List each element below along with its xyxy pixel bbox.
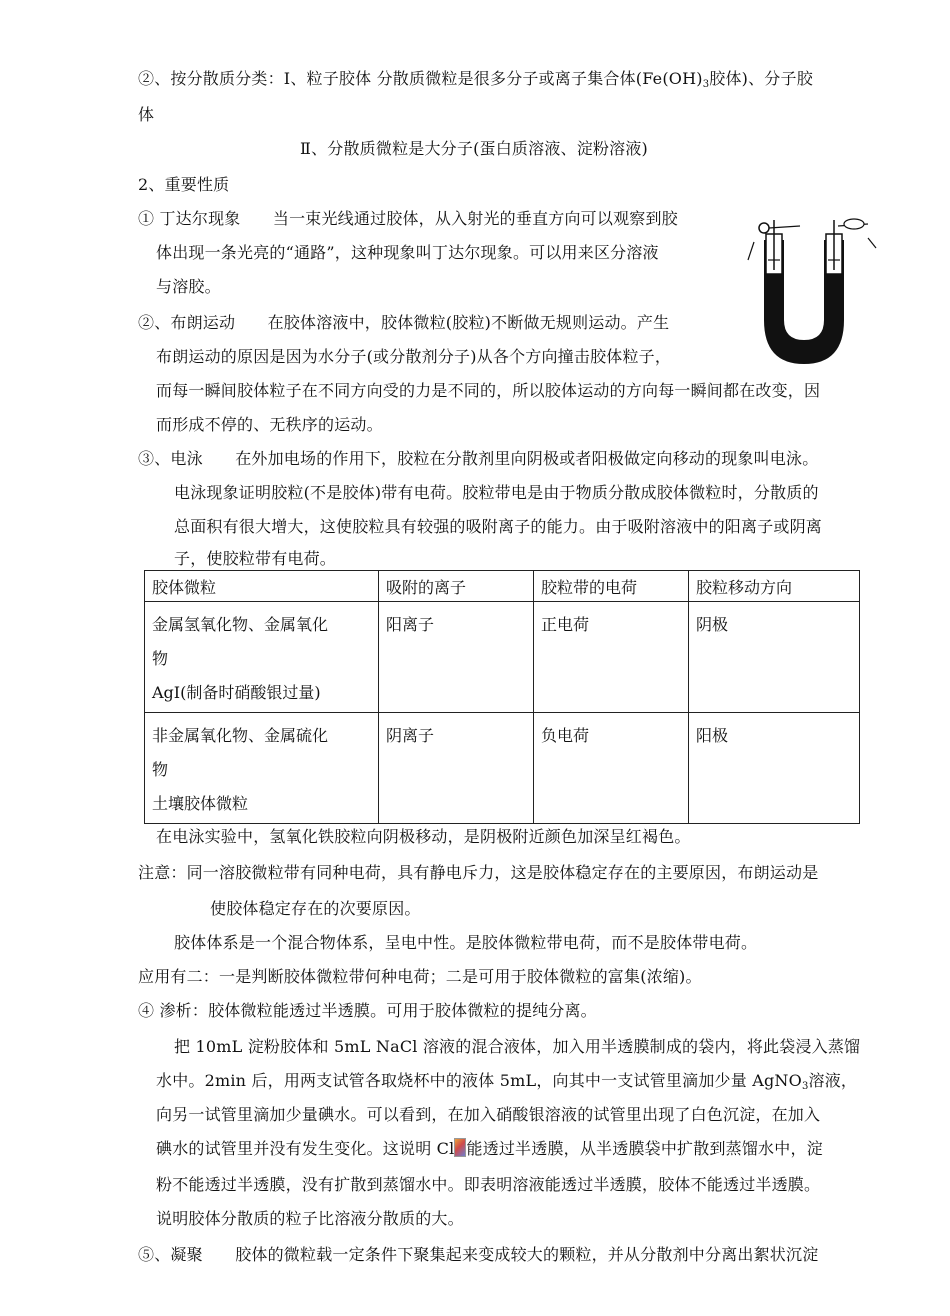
dialysis-text: 溶液，	[808, 1071, 858, 1090]
classify-line-1	[138, 68, 813, 96]
table-row	[145, 602, 860, 713]
tyndall-line-2: 体出现一条光亮的“通路”，这种现象叫丁达尔现象。可以用来区分溶液	[156, 243, 659, 262]
dialysis-line-7: 说明胶体分散质的粒子比溶液分散质的大。	[156, 1209, 464, 1228]
classify-line-2: 体	[138, 105, 155, 124]
cell-text: 金属氢氧化物、金属氧化	[152, 615, 329, 634]
application-line: 应用有二：一是判断胶体微粒带何种电荷；二是可用于胶体微粒的富集(浓缩)。	[138, 967, 702, 986]
subscript: 3	[702, 79, 710, 90]
table-header-row	[145, 571, 860, 602]
ion-charge-image-icon	[454, 1138, 466, 1157]
cell-adsorbed-ion: 阴离子	[379, 713, 534, 824]
brownian-line-2: 布朗运动的原因是因为水分子(或分散剂分子)从各个方向撞击胶体粒子，	[156, 347, 672, 366]
cell-text: 物	[152, 649, 169, 668]
cell-particle	[145, 602, 379, 713]
dialysis-text: 碘水的试管里并没有发生变化。这说明 Cl	[156, 1139, 455, 1158]
dialysis-text: 水中。2min 后，用两支试管各取烧杯中的液体 5mL，向其中一支试管里滴加少量 AgNO	[156, 1071, 802, 1090]
cell-text: 土壤胶体微粒	[152, 794, 249, 813]
colloid-table	[144, 570, 860, 824]
header-direction: 胶粒移动方向	[689, 571, 860, 602]
dialysis-line-1: ④ 渗析：胶体微粒能透过半透膜。可用于胶体微粒的提纯分离。	[138, 1001, 597, 1020]
tyndall-line-3: 与溶胶。	[156, 277, 221, 296]
cell-text: 物	[152, 760, 169, 779]
classify-text: ②、按分散质分类：Ⅰ、粒子胶体 分散质微粒是很多分子或离子集合体(Fe(OH)	[138, 69, 703, 88]
classify-line-3: Ⅱ、分散质微粒是大分子(蛋白质溶液、淀粉溶液)	[300, 139, 648, 158]
u-tube-electrophoresis-icon	[742, 212, 882, 372]
dialysis-line-6: 粉不能透过半透膜，没有扩散到蒸馏水中。即表明溶液能透过半透膜，胶体不能透过半透膜。	[156, 1175, 821, 1194]
dialysis-line-4: 向另一试管里滴加少量碘水。可以看到，在加入硝酸银溶液的试管里出现了白色沉淀，在加入	[156, 1105, 821, 1124]
header-particle: 胶体微粒	[145, 571, 379, 602]
header-charge: 胶粒带的电荷	[534, 571, 689, 602]
dialysis-text: 能透过半透膜，从半透膜袋中扩散到蒸馏水中，淀	[466, 1139, 823, 1158]
cell-charge: 正电荷	[534, 602, 689, 713]
electrophoresis-line-2: 电泳现象证明胶粒(不是胶体)带有电荷。胶粒带电是由于物质分散成胶体微粒时，分散质的	[174, 483, 819, 502]
section-title: 2、重要性质	[138, 175, 230, 194]
neutral-line: 胶体体系是一个混合物体系，呈电中性。是胶体微粒带电荷，而不是胶体带电荷。	[174, 933, 758, 952]
header-adsorbed-ion: 吸附的离子	[379, 571, 534, 602]
brownian-line-4: 而形成不停的、无秩序的运动。	[156, 415, 383, 434]
cell-charge: 负电荷	[534, 713, 689, 824]
note-line-2: 使胶体稳定存在的次要原因。	[210, 899, 421, 918]
dialysis-line-5	[156, 1138, 823, 1160]
cell-adsorbed-ion: 阳离子	[379, 602, 534, 713]
subscript: 3	[801, 1081, 809, 1092]
dialysis-line-2: 把 10mL 淀粉胶体和 5mL NaCl 溶液的混合液体，加入用半透膜制成的袋内，将此袋浸入蒸馏	[174, 1037, 861, 1056]
dialysis-line-3	[156, 1070, 857, 1098]
electrophoresis-line-4: 子，使胶粒带有电荷。	[174, 549, 337, 568]
after-table-line-1: 在电泳实验中，氢氧化铁胶粒向阴极移动，是阴极附近颜色加深呈红褐色。	[156, 827, 691, 846]
note-line-1: 注意：同一溶胶微粒带有同种电荷，具有静电斥力，这是胶体稳定存在的主要原因，布朗运动是	[138, 863, 819, 882]
coagulation-line-1: ⑤、凝聚 胶体的微粒载一定条件下聚集起来变成较大的颗粒，并从分散剂中分离出絮状沉淀	[138, 1245, 819, 1264]
cell-text: 非金属氧化物、金属硫化	[152, 726, 329, 745]
electrophoresis-line-3: 总面积有很大增大，这使胶粒具有较强的吸附离子的能力。由于吸附溶液中的阳离子或阴离	[174, 517, 823, 536]
tyndall-line-1: ① 丁达尔现象 当一束光线通过胶体，从入射光的垂直方向可以观察到胶	[138, 209, 678, 228]
table-row	[145, 713, 860, 824]
cell-text: AgI(制备时硝酸银过量)	[152, 683, 321, 702]
cell-direction: 阴极	[689, 602, 860, 713]
electrophoresis-line-1: ③、电泳 在外加电场的作用下，胶粒在分散剂里向阴极或者阳极做定向移动的现象叫电泳。	[138, 449, 819, 468]
classify-tail: 胶体)、分子胶	[709, 69, 813, 88]
cell-direction: 阳极	[689, 713, 860, 824]
cell-particle	[145, 713, 379, 824]
brownian-line-1: ②、布朗运动 在胶体溶液中，胶体微粒(胶粒)不断做无规则运动。产生	[138, 313, 670, 332]
brownian-line-3: 而每一瞬间胶体粒子在不同方向受的力是不同的，所以胶体运动的方向每一瞬间都在改变，因	[156, 381, 821, 400]
